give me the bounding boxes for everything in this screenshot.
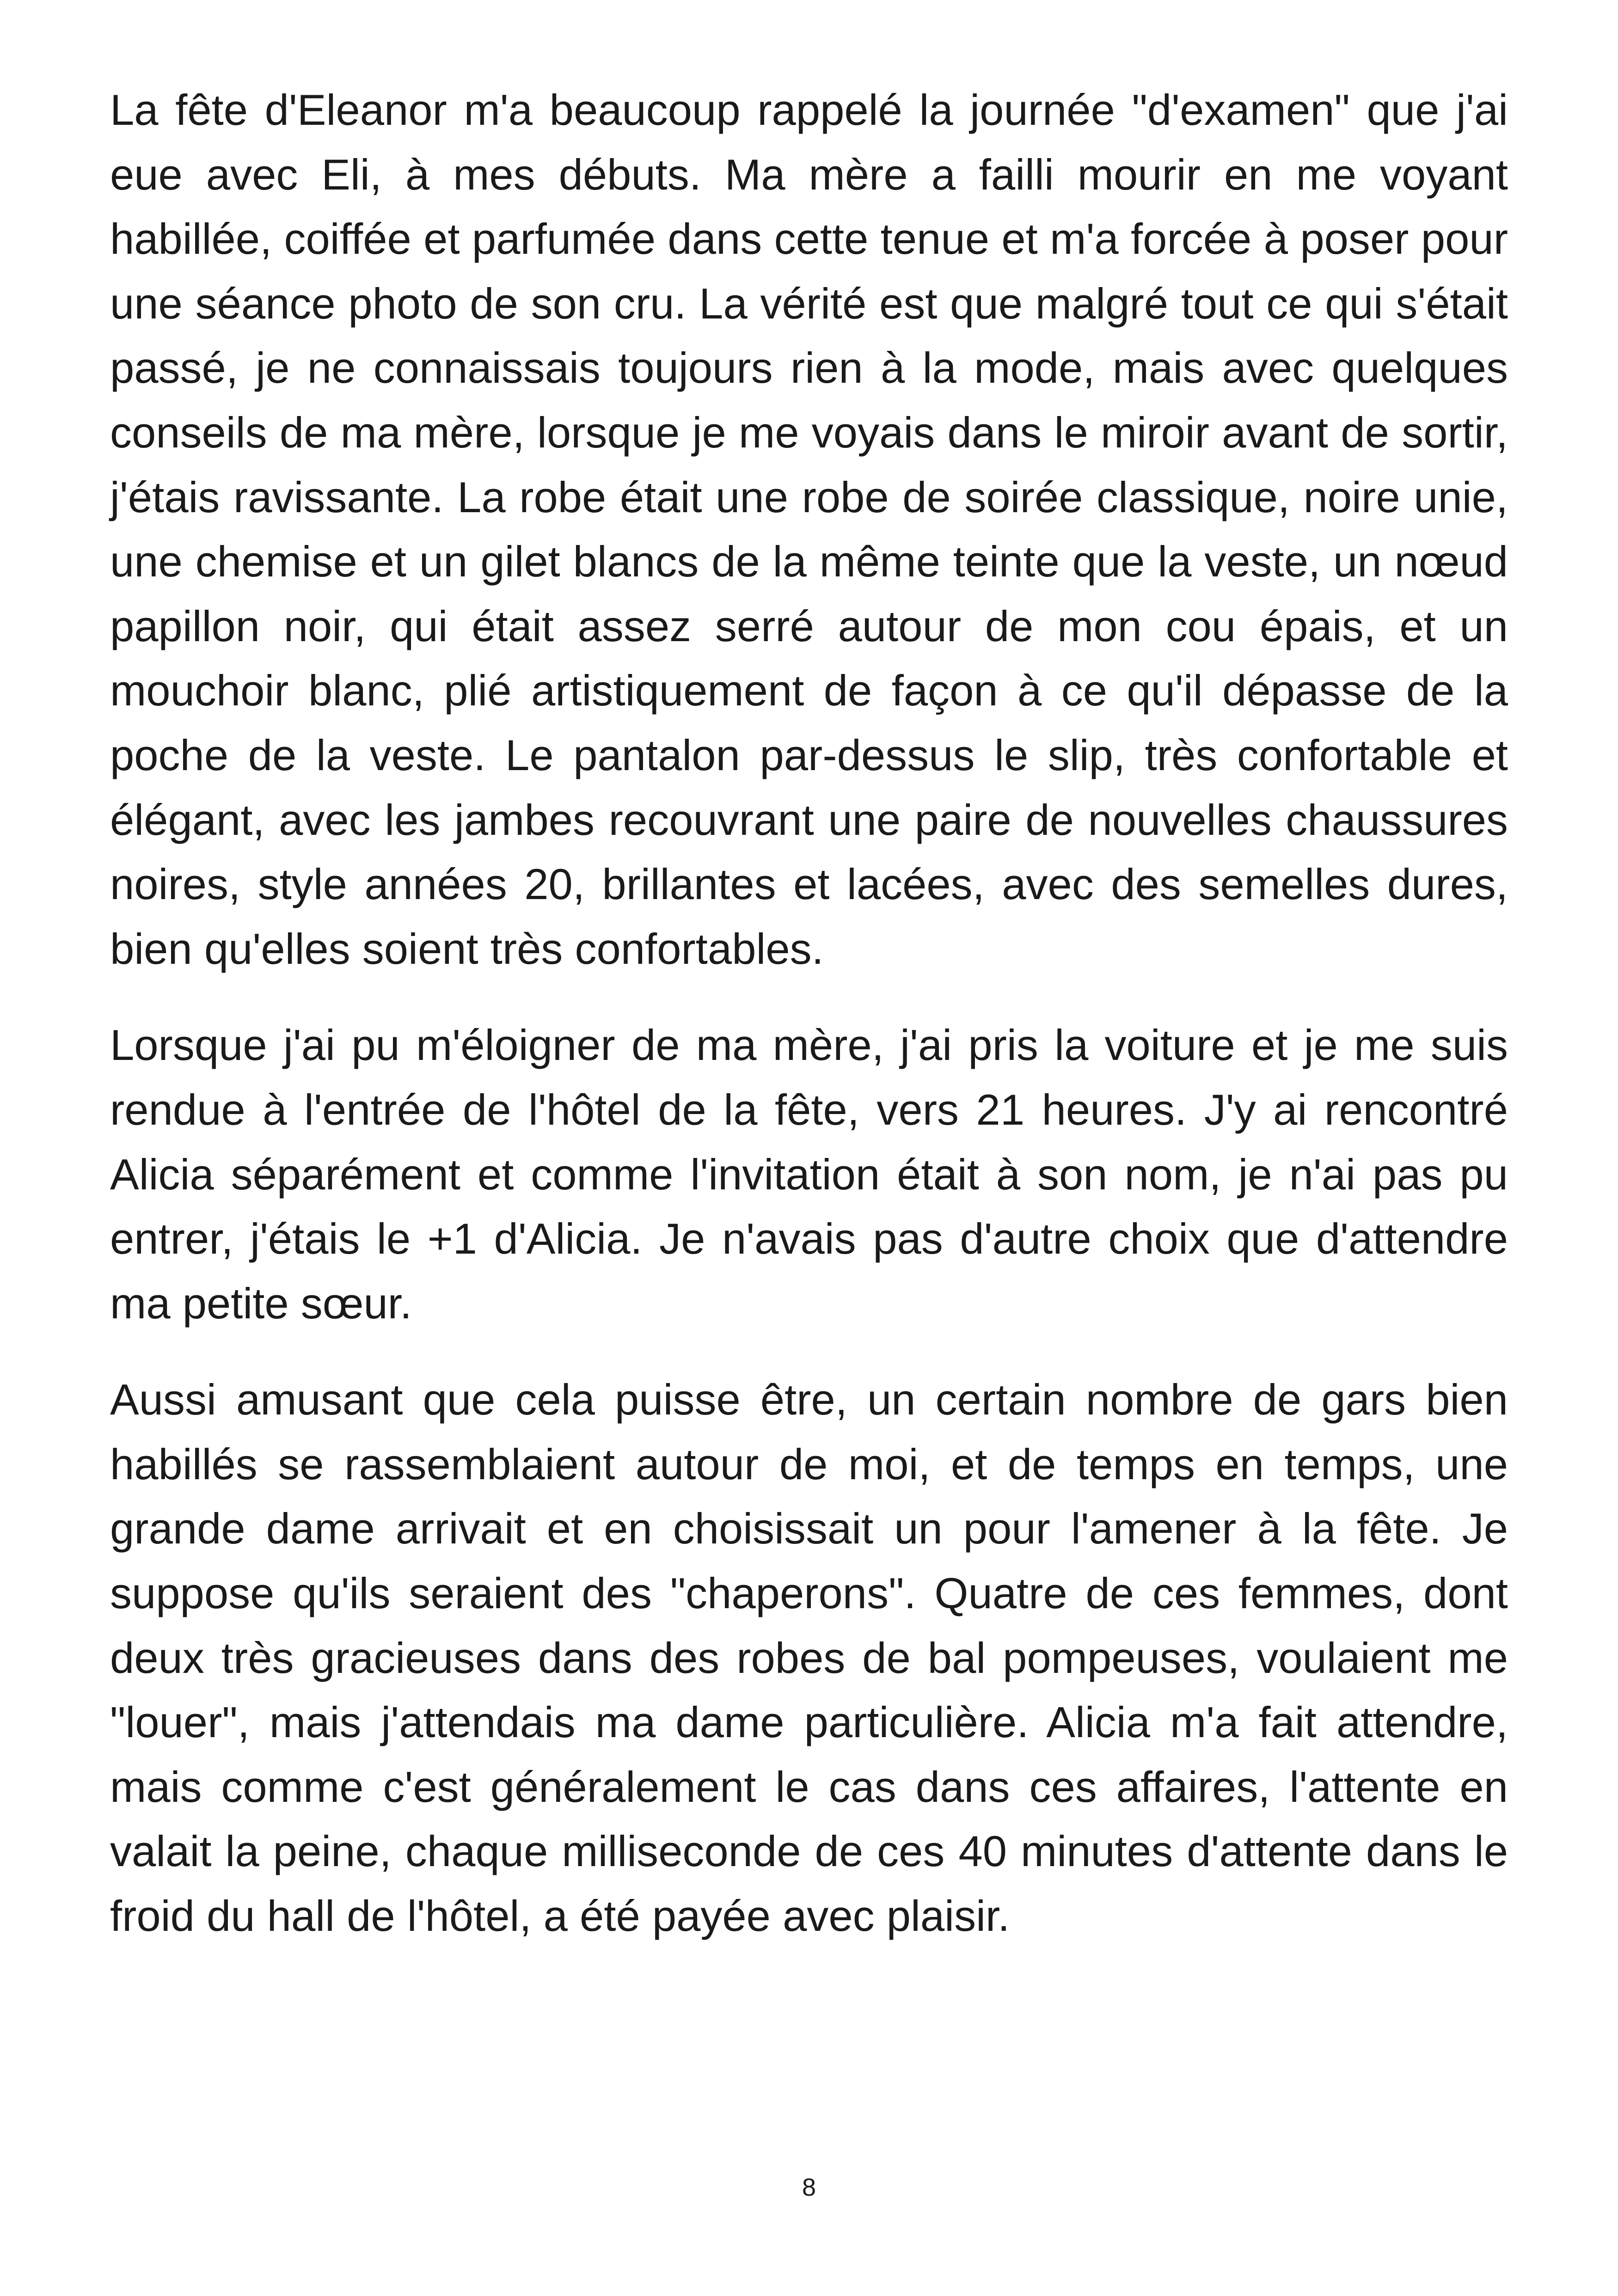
paragraph-2: Lorsque j'ai pu m'éloigner de ma mère, j'ai pris la voiture et je me suis rendue à l'entrée de l'hôtel de la fête, vers 21 heures. J'y ai rencontré Alicia séparément et comme l'invitation était à son nom, je n'ai pas pu entrer, j'étais le +1 d'Alicia. Je n'avais pas d'autre choix que d'attendre ma petite sœur. xyxy=(110,1021,1508,1328)
paragraph-3: Aussi amusant que cela puisse être, un certain nombre de gars bien habillés se rassemblaient autour de moi, et de temps en temps, une grande dame arrivait et en choisissait un pour l'amener à la fête. Je suppose qu'ils seraient des "chaperons". Quatre de ces femmes, dont deux très gracieuses dans des robes de bal pompeuses, voulaient me "louer", mais j'attendais ma dame particulière. Alicia m'a fait attendre, mais comme c'est généralement le cas dans ces affaires, l'attente en valait la peine, chaque milliseconde de ces 40 minutes d'attente dans le froid du hall de l'hôtel, a été payée avec plaisir. xyxy=(110,1375,1508,1941)
body-text xyxy=(110,78,1508,1948)
paragraph-1: La fête d'Eleanor m'a beaucoup rappelé la journée "d'examen" que j'ai eue avec Eli, à mes débuts. Ma mère a failli mourir en me voyant habillée, coiffée et parfumée dans cette tenue et m'a forcée à poser pour une séance photo de son cru. La vérité est que malgré tout ce qui s'était passé, je ne connaissais toujours rien à la mode, mais avec quelques conseils de ma mère, lorsque je me voyais dans le miroir avant de sortir, j'étais ravissante. La robe était une robe de soirée classique, noire unie, une chemise et un gilet blancs de la même teinte que la veste, un nœud papillon noir, qui était assez serré autour de mon cou épais, et un mouchoir blanc, plié artistiquement de façon à ce qu'il dépasse de la poche de la veste. Le pantalon par-dessus le slip, très confortable et élégant, avec les jambes recouvrant une paire de nouvelles chaussures noires, style années 20, brillantes et lacées, avec des semelles dures, bien qu'elles soient très confortables. xyxy=(110,86,1508,973)
page-number: 8 xyxy=(802,2174,816,2201)
